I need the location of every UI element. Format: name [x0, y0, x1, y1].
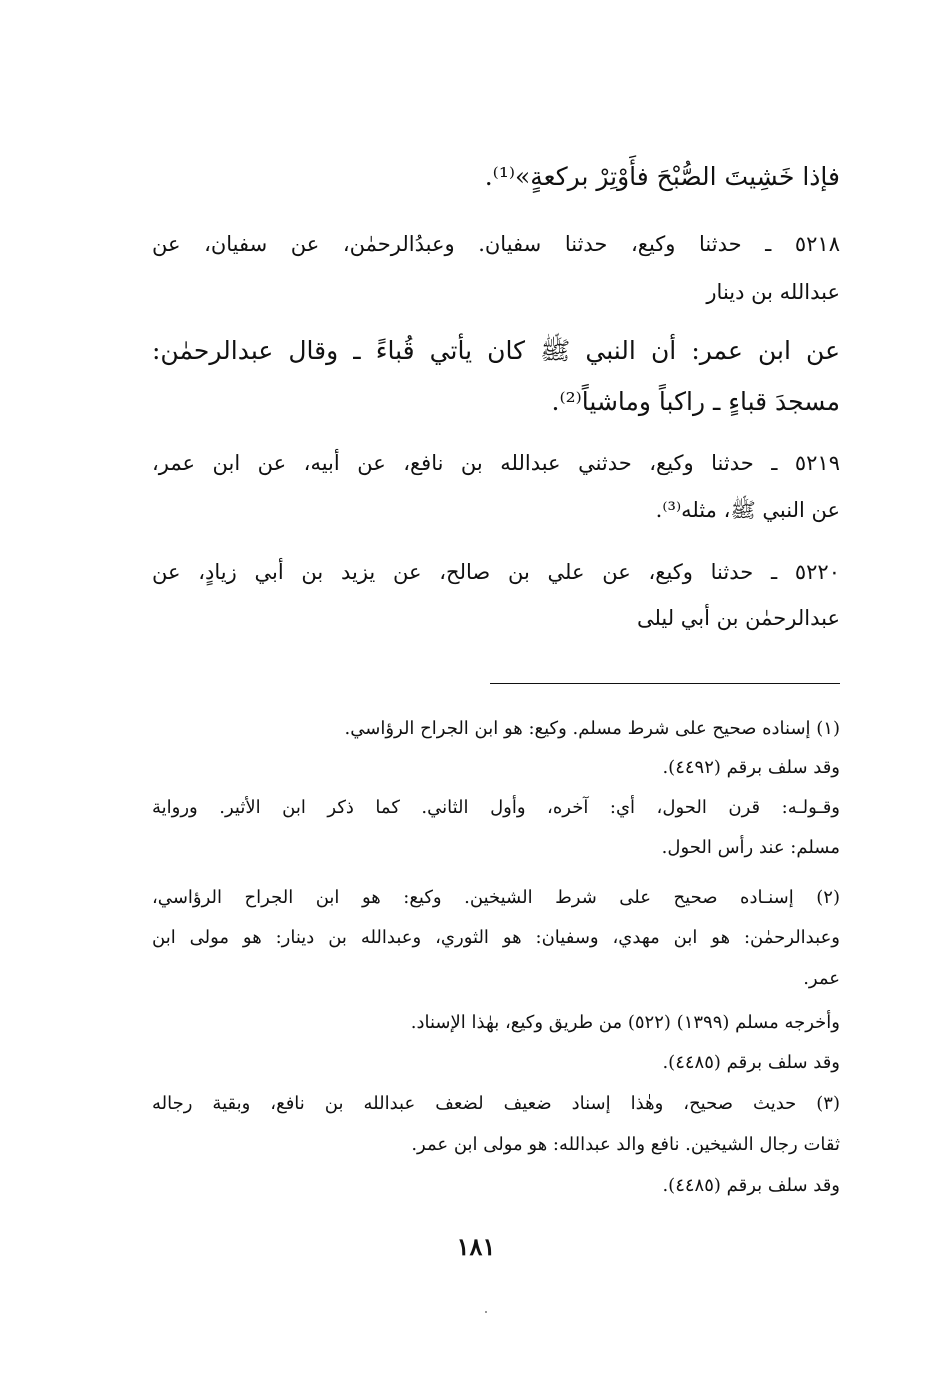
isnad-5218-line-1: ٥٢١٨ ـ حدثنا وكيع، حدثنا سفيان. وعبدُالرحمٰن، عن سفيان، عن	[152, 232, 840, 256]
footnote-2-line-5: وقد سلف برقم (٤٤٨٥).	[662, 1052, 840, 1073]
isnad-5220-line-2: عبدالرحمٰن بن أبي ليلى	[636, 606, 840, 630]
footnote-2-line-2: وعبدالرحمٰن: هو ابن مهدي، وسفيان: هو الثوري، وعبدالله بن دينار: هو مولى ابن	[152, 927, 840, 948]
footnote-3-line-2: ثقات رجال الشيخين. نافع والد عبدالله: هو مولى ابن عمر.	[411, 1134, 840, 1155]
footnote-2-line-4: وأخرجه مسلم (١٣٩٩) (٥٢٢) من طريق وكيع، بهٰذا الإسناد.	[410, 1012, 840, 1033]
footnote-3-line-1: (٣) حديث صحيح، وهٰذا إسناد ضعيف لضعف عبدالله بن نافع، وبقية رجاله	[152, 1093, 840, 1114]
footnote-separator	[490, 683, 840, 684]
isnad-5218-line-2: عبدالله بن دينار	[706, 280, 840, 304]
hadith-5218-line-2: مسجدَ قباءٍ ـ راكباً وماشياً⁽²⁾.	[551, 387, 840, 416]
isnad-5220-line-1: ٥٢٢٠ ـ حدثنا وكيع، عن علي بن صالح، عن يزيد بن أبي زيادٍ، عن	[152, 560, 840, 584]
footnote-3-line-3: وقد سلف برقم (٤٤٨٥).	[662, 1175, 840, 1196]
scan-speck	[485, 1311, 487, 1313]
hadith-5218-line-1: عن ابن عمر: أن النبي ﷺ كان يأتي قُباءً ـ وقال عبدالرحمٰن:	[152, 336, 840, 365]
footnote-2-line-3: عمر.	[803, 968, 840, 989]
footnote-1-line-4: مسلم: عند رأس الحول.	[661, 837, 840, 858]
isnad-5219-line-2: عن النبي ﷺ، مثله⁽³⁾.	[655, 498, 840, 522]
footnote-1-line-2: وقد سلف برقم (٤٤٩٢).	[662, 757, 840, 778]
footnote-2-line-1: (٢) إسنـاده صحيح على شرط الشيخين. وكيع: هو ابن الجراح الرؤاسي،	[152, 887, 840, 908]
hadith-5217-ending: فإذا خَشِيتَ الصُّبْحَ فأَوْتِرْ بركعةٍ»⁽¹⁾.	[484, 162, 840, 191]
isnad-5219-line-1: ٥٢١٩ ـ حدثنا وكيع، حدثني عبدالله بن نافع، عن أبيه، عن ابن عمر،	[152, 451, 840, 475]
page-number: ١٨١	[456, 1232, 496, 1261]
footnote-1-line-1: (١) إسناده صحيح على شرط مسلم. وكيع: هو ابن الجراح الرؤاسي.	[344, 718, 840, 739]
footnote-1-line-3: وقـولـه: قرن الحول، أي: آخره، وأول الثاني. كما ذكر ابن الأثير. ورواية	[152, 797, 840, 818]
